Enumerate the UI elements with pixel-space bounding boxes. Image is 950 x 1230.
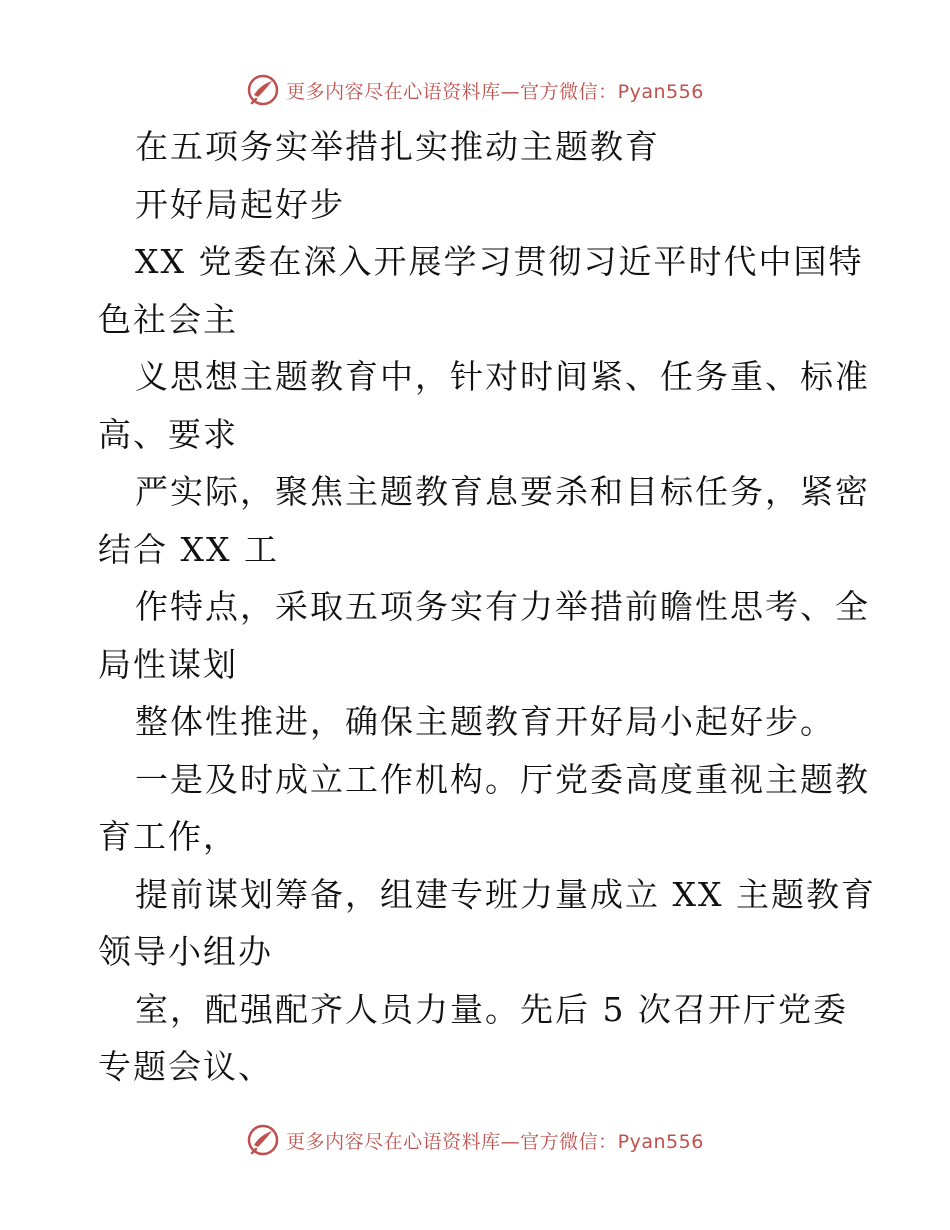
text-line: 开好局起好步 bbox=[135, 184, 345, 224]
text-line: 在五项务实举措扎实推动主题教育 bbox=[135, 127, 660, 166]
watermark-text: 更多内容尽在心语资料库—官方微信：Pyan556 bbox=[286, 1130, 704, 1153]
text-line: 高、要求 bbox=[98, 414, 238, 454]
text-line: 整体性推进，确保主题教育开好局小起好步。 bbox=[135, 702, 835, 741]
text-line: 提前谋划筹备，组建专班力量成立 XX 主题教育 bbox=[135, 874, 876, 914]
text-line: 色社会主 bbox=[98, 299, 238, 339]
watermark-text: 更多内容尽在心语资料库—官方微信：Pyan556 bbox=[286, 80, 704, 103]
text-line: 义思想主题教育中，针对时间紧、任务重、标准 bbox=[135, 357, 870, 396]
pen-seal-icon bbox=[246, 1123, 280, 1157]
header-watermark bbox=[0, 70, 950, 110]
document-body bbox=[98, 118, 876, 1096]
text-line: 室，配强配齐人员力量。先后 5 次召开厅党委 bbox=[135, 989, 848, 1029]
text-line: 结合 XX 工 bbox=[98, 529, 279, 569]
pen-seal-icon bbox=[246, 73, 280, 107]
footer-watermark bbox=[0, 1120, 950, 1160]
text-line: 一是及时成立工作机构。厅党委高度重视主题教 bbox=[135, 759, 870, 799]
text-line: 局性谋划 bbox=[98, 644, 238, 684]
text-line: 专题会议、 bbox=[98, 1047, 273, 1086]
text-line: 育工作， bbox=[98, 817, 238, 856]
text-line: 严实际，聚焦主题教育息要杀和目标任务，紧密 bbox=[135, 472, 870, 511]
text-line: 领导小组办 bbox=[98, 932, 273, 971]
text-line: XX 党委在深入开展学习贯彻习近平时代中国特 bbox=[135, 242, 864, 281]
text-line: 作特点，采取五项务实有力举措前瞻性思考、全 bbox=[135, 587, 870, 626]
